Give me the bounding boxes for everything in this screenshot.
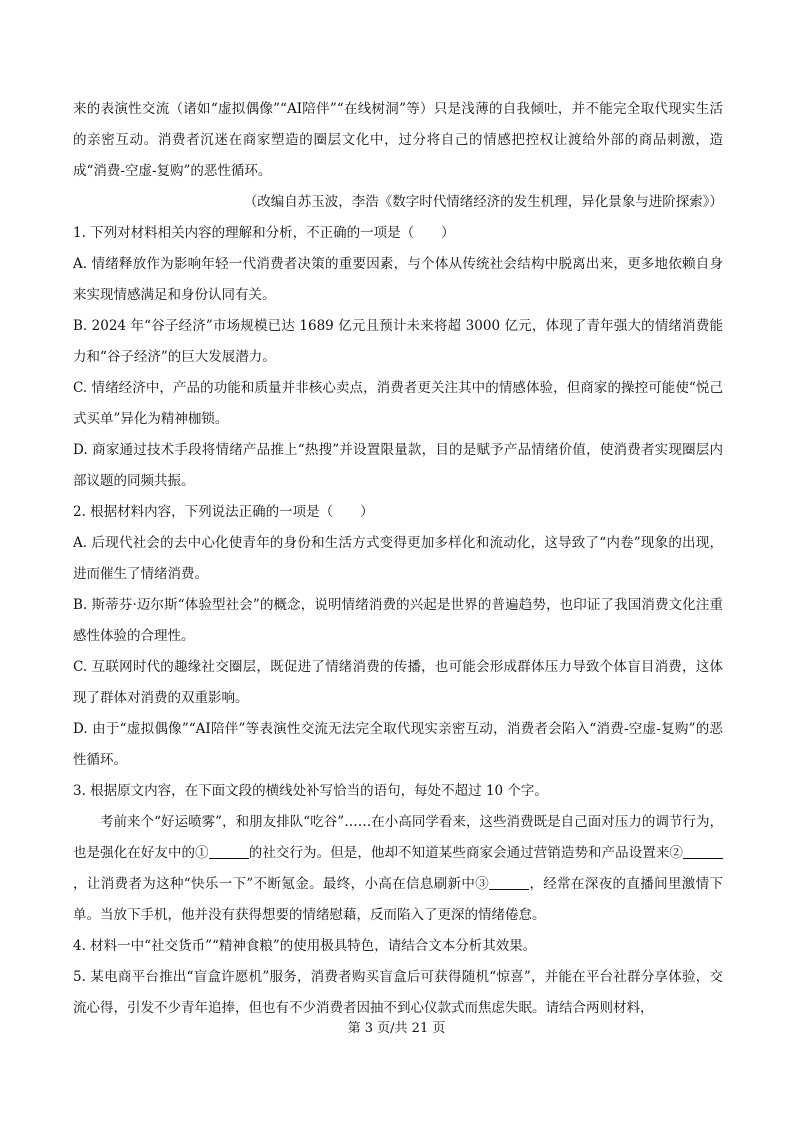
question-3-text-1: 考前来个“好运喷雾”，和朋友排队“吃谷”……在小高同学看来，这些消费既是自己面对压力的调节行为，也是强化在好友中的① xyxy=(73,814,723,861)
question-3-text-4: ，经常在深夜的直播间里激情下单。当放下手机，他并没有获得想要的情绪慰藉，反而陷入了更深的情绪倦怠。 xyxy=(73,876,723,923)
question-2-option-c: C. 互联网时代的趣缘社交圈层，既促进了情绪消费的传播，也可能会形成群体压力导致个体盲目消费，这体现了群体对消费的双重影响。 xyxy=(73,659,723,706)
fill-blank-1 xyxy=(209,844,249,859)
question-3-stem: 3. 根据原文内容，在下面文段的横线处补写恰当的语句，每处不超过 10 个字。 xyxy=(73,783,548,799)
question-2-option-b: B. 斯蒂芬·迈尔斯“体验型社会”的概念，说明情绪消费的兴起是世界的普遍趋势，也印证了我国消费文化注重感性体验的合理性。 xyxy=(73,597,723,644)
question-3 xyxy=(73,776,723,931)
page-footer: 第 3 页/共 21 页 xyxy=(347,1021,446,1036)
question-1-option-d: D. 商家通过技术手段将情绪产品推上“热搜”并设置限量款，目的是赋予产品情绪价值，使消费者实现圈层内部议题的同频共振。 xyxy=(73,442,723,489)
fill-blank-3 xyxy=(489,875,529,890)
question-3-text-3: ，让消费者为这种“快乐一下”不断氪金。最终，小高在信息刷新中③ xyxy=(73,876,490,892)
question-2-option-a: A. 后现代社会的去中心化使青年的身份和生活方式变得更加多样化和流动化，这导致了“内卷”现象的出现，进而催生了情绪消费。 xyxy=(73,535,723,582)
question-4-stem: 4. 材料一中“社交货币”“精神食粮”的使用极具特色，请结合文本分析其效果。 xyxy=(73,938,537,954)
question-2-stem: 2. 根据材料内容，下列说法正确的一项是（ ） xyxy=(73,504,374,520)
question-3-passage xyxy=(73,807,723,931)
question-3-text-2: 的社交行为。但是，他却不知道某些商家会通过营销造势和产品设置来② xyxy=(248,845,684,861)
question-5-stem: 5. 某电商平台推出“盲盒许愿机”服务，消费者购买盲盒后可获得随机“惊喜”，并能在平台社群分享体验，交流心得，引发不少青年追捧，但也有不少消费者因抽不到心仪款式而焦虑失眠。请结合两则材料， xyxy=(73,969,723,1016)
question-2-option-d: D. 由于“虚拟偶像”“AI陪伴”等表演性交流无法完全取代现实亲密互动，消费者会陷入“消费-空虚-复购”的恶性循环。 xyxy=(73,721,723,768)
question-1-option-b: B. 2024 年“谷子经济”市场规模已达 1689 亿元且预计未来将超 3000 亿元，体现了青年强大的情绪消费能力和“谷子经济”的巨大发展潜力。 xyxy=(73,318,723,365)
question-1-option-a: A. 情绪释放作为影响年轻一代消费者决策的重要因素，与个体从传统社会结构中脱离出来，更多地依赖自身来实现情感满足和身份认同有关。 xyxy=(73,256,723,303)
fill-blank-2 xyxy=(683,844,723,859)
page-content xyxy=(73,94,723,1024)
question-1 xyxy=(73,218,723,497)
question-1-option-c: C. 情绪经济中，产品的功能和质量并非核心卖点，消费者更关注其中的情感体验，但商家的操控可能使“悦己式买单”异化为精神枷锁。 xyxy=(73,380,723,427)
question-1-stem: 1. 下列对材料相关内容的理解和分析，不正确的一项是（ ） xyxy=(73,225,455,241)
question-2 xyxy=(73,497,723,776)
passage-paragraph: 来的表演性交流（诸如“虚拟偶像”“AI陪伴”“在线树洞”等）只是浅薄的自我倾吐，并不能完全取代现实生活的亲密互动。消费者沉迷在商家塑造的圈层文化中，过分将自己的情感把控权让渡给外部的商品刺激，造成“消费-空虚-复购”的恶性循环。 xyxy=(73,101,723,179)
passage-source: （改编自苏玉波，李浩《数字时代情绪经济的发生机理，异化景象与进阶探索》） xyxy=(243,194,723,210)
